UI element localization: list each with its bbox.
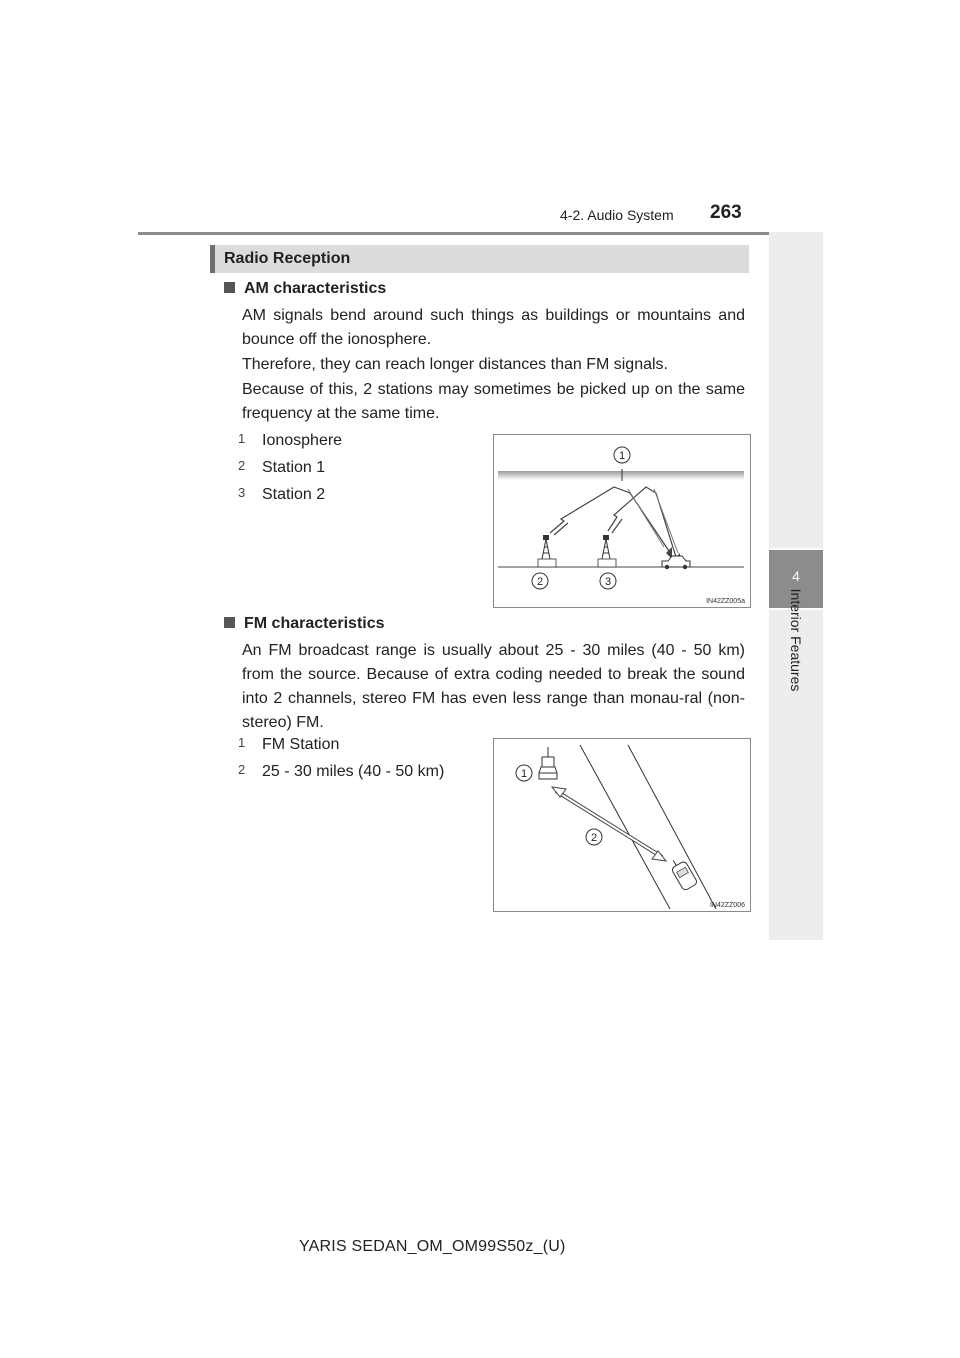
am-paragraph-2: Therefore, they can reach longer distances than FM signals. [242,356,668,373]
fm-diagram-svg [494,739,750,911]
ionosphere-layer [498,471,744,480]
fm-paragraph: An FM broadcast range is usually about 25 - 30 miles (40 - 50 km) from the source. Because of extra coding needed to break the sound into 2 channels, stereo FM has even less range than monau-ral (non-stereo) FM. [242,642,745,731]
fm-heading [224,615,385,633]
document-footer: YARIS SEDAN_OM_OM99S50z_(U) [299,1238,566,1255]
road-edge-right [628,745,716,909]
car-icon [662,556,690,569]
fm-station-icon [539,747,557,779]
am-diagram-svg [494,435,750,607]
callout-number: 1 [238,431,246,446]
am-legend-label: Station 1 [262,459,326,476]
station1-tower-icon [538,535,556,567]
section-title: Radio Reception [224,250,351,267]
fm-legend-label: FM Station [262,736,340,753]
fm-legend-label: 25 - 30 miles (40 - 50 km) [262,763,445,780]
running-header-section: 4-2. Audio System [560,207,674,223]
station2-tower-icon [598,535,616,567]
section-title-marker [210,245,215,273]
road-edge-left [580,745,670,909]
page-number: 263 [710,202,742,223]
callout-number: 3 [604,576,612,588]
am-reception-figure [493,434,751,608]
am-heading [224,280,386,298]
fm-legend-item [238,735,339,754]
am-legend-label: Station 2 [262,486,326,503]
am-legend-item [238,485,325,504]
callout-number: 3 [238,485,246,500]
callout-number: 1 [520,768,528,780]
fm-heading-text: FM characteristics [244,615,385,632]
callout-number: 2 [590,832,598,844]
square-bullet-icon [224,282,235,293]
am-legend-item [238,458,325,477]
chapter-number: 4 [792,568,800,584]
callout-number: 2 [238,762,246,777]
figure-code: IN42ZZ005a [706,598,745,605]
header-rule [138,232,823,235]
callout-number: 2 [238,458,246,473]
am-heading-text: AM characteristics [244,280,387,297]
am-legend-item [238,431,342,450]
am-paragraph-1: AM signals bend around such things as buildings or mountains and bounce off the ionosphere. [242,307,745,348]
am-legend-label: Ionosphere [262,432,343,449]
callout-number: 1 [238,735,246,750]
figure-code: IN42ZZ006 [709,902,745,909]
square-bullet-icon [224,617,235,628]
fm-range-figure [493,738,751,912]
chapter-title: Interior Features [788,588,804,692]
callout-number: 1 [618,450,626,462]
fm-legend-item [238,762,444,781]
station1-signal-path [550,487,669,551]
car-icon [668,855,698,891]
am-paragraph-3: Because of this, 2 stations may sometimes be picked up on the same frequency at the same time. [242,381,745,422]
side-tab-background [769,232,823,548]
callout-number: 2 [536,576,544,588]
